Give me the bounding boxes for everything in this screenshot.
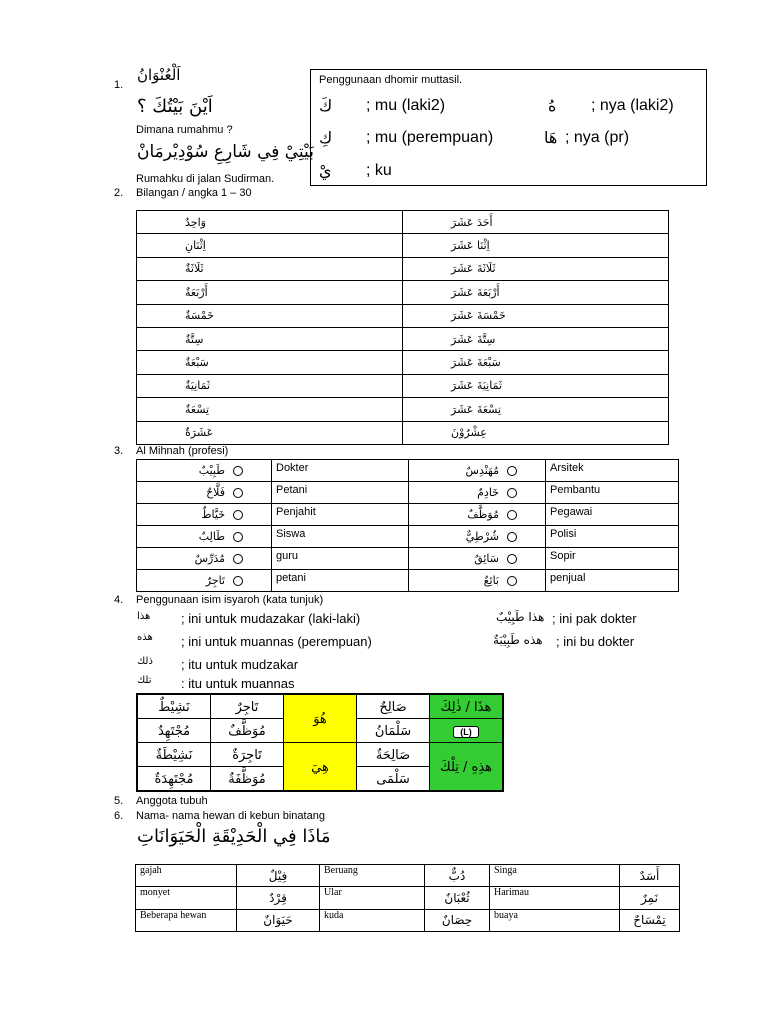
profession-arabic: طَالِبٌ [198, 530, 225, 543]
animal-name: Singa [490, 865, 620, 887]
number-word: سَبْعَةَ عَشَرَ [451, 356, 501, 370]
grid-word: مُوَظَّفٌ [228, 723, 266, 739]
animal-arabic: حَيَوَانٌ [237, 909, 320, 931]
example-text: ; ini pak dokter [552, 611, 637, 626]
bullet-circle-icon [233, 576, 243, 586]
section5-number: 5. [114, 795, 124, 807]
section4-number: 4. [114, 594, 124, 606]
table-row [137, 421, 669, 444]
table-row [137, 460, 679, 482]
profession-name: Pembantu [550, 484, 601, 496]
section1-answer-arabic: بَيْتِيْ فِي شَارِعِ سُوْدِيْرمَانْ [137, 142, 314, 162]
section1-answer: Rumahku di jalan Sudirman. [136, 173, 275, 185]
section6-title: Nama- nama hewan di kebun binatang [136, 810, 325, 822]
demonstrative-arabic: هذه [137, 632, 153, 643]
section1-question: Dimana rumahmu ? [136, 124, 233, 136]
section1-number: 1. [114, 79, 124, 91]
section6-number: 6. [114, 810, 124, 822]
table-row [136, 865, 680, 887]
profession-arabic: طَبِيْبٌ [198, 464, 225, 477]
table-row [137, 327, 669, 350]
grid-word: صَالِحَةٌ [375, 747, 411, 763]
grid-word: تَاجِرٌ [235, 699, 259, 715]
profession-arabic: سَائِقٌ [474, 552, 499, 565]
section2-title: Bilangan / angka 1 – 30 [136, 187, 252, 199]
number-word: خَمْسَةٌ [185, 309, 214, 323]
section5-title: Anggota tubuh [136, 795, 208, 807]
example-arabic: هذا طَبِيْبٌ [496, 610, 545, 624]
dhomir-text: ; nya (pr) [565, 129, 630, 146]
bullet-circle-icon [233, 466, 243, 476]
masculine-tag: (L) [453, 726, 479, 738]
animal-name: Ular [320, 887, 425, 909]
profession-name: Dokter [276, 462, 309, 474]
table-row [137, 694, 503, 719]
number-word: ثَمَانِيَةَ عَشَرَ [451, 379, 502, 393]
grid-word: مُوَظَّفَةٌ [228, 771, 266, 787]
section1-question-arabic: اَيْنَ بَيْتُكَ ؟ [137, 96, 213, 117]
animal-name: gajah [136, 865, 237, 887]
profession-name: Pegawai [550, 506, 593, 518]
table-row [137, 570, 679, 592]
animal-name: Harimau [490, 887, 620, 909]
dhomir-ar: هَا [544, 128, 558, 147]
table-row [136, 909, 680, 931]
animal-arabic: قِرْدٌ [237, 887, 320, 909]
animal-name: Beberapa hewan [136, 909, 237, 931]
bullet-circle-icon [233, 554, 243, 564]
table-row [137, 374, 669, 397]
dhomir-title: Penggunaan dhomir muttasil. [319, 74, 463, 86]
table-row [137, 351, 669, 374]
dhomir-text: ; ku [366, 162, 392, 179]
table-row [137, 548, 679, 570]
number-word: تِسْعَةَ عَشَرَ [451, 402, 502, 416]
animal-name: buaya [490, 909, 620, 931]
profession-arabic: خَيَّاطٌ [201, 508, 225, 521]
profession-arabic: مُوَظَّفٌ [467, 508, 499, 521]
demonstrative-text: ; ini untuk muannas (perempuan) [181, 634, 372, 649]
dhomir-ar: كَ [319, 96, 333, 115]
grid-word: تَاجِرَةٌ [232, 747, 262, 763]
table-row [137, 234, 669, 257]
table-row [137, 504, 679, 526]
demonstrative-feminine: هذِهِ / تِلْكَ [439, 759, 492, 775]
bullet-circle-icon [507, 576, 517, 586]
dhomir-text: ; mu (laki2) [366, 97, 446, 114]
demonstrative-text: ; ini untuk mudazakar (laki-laki) [181, 611, 361, 626]
pronoun-feminine: هِيَ [311, 759, 329, 775]
section3-title: Al Mihnah (profesi) [136, 445, 229, 457]
section4-title: Penggunaan isim isyaroh (kata tunjuk) [136, 594, 324, 606]
number-word: أَحَدَ عَشَرَ [451, 215, 493, 229]
demonstrative-masculine: هذَا / ذٰلِكَ [440, 699, 492, 715]
bullet-circle-icon [507, 466, 517, 476]
number-word: خَمْسَةَ عَشَرَ [451, 309, 506, 323]
dhomir-text: ; mu (perempuan) [366, 129, 494, 146]
grid-word: نَشِيْطٌ [158, 699, 190, 715]
animal-arabic: ثُعْبَانٌ [425, 887, 490, 909]
profession-arabic: شُرْطِيٌّ [465, 530, 499, 543]
demonstrative-text: ; itu untuk mudzakar [181, 657, 299, 672]
bullet-circle-icon [507, 532, 517, 542]
numbers-table [136, 210, 669, 445]
animal-arabic: فِيْلٌ [237, 865, 320, 887]
grid-word: سَلْمَى [376, 771, 410, 787]
number-word: ثَلَاثَةَ عَشَرَ [451, 262, 496, 276]
number-word: عَشَرَةٌ [185, 426, 214, 440]
profession-name: Petani [276, 484, 308, 496]
table-row [137, 304, 669, 327]
animal-arabic: تِمْسَاحٌ [620, 909, 680, 931]
profession-arabic: خَادِمٌ [477, 486, 499, 499]
number-word: أَرْبَعَةٌ [185, 285, 208, 299]
example-text: ; ini bu dokter [556, 634, 635, 649]
demonstrative-text: : itu untuk muannas [181, 676, 295, 691]
dhomir-ar: يْ [319, 161, 332, 180]
bullet-circle-icon [507, 510, 517, 520]
dhomir-text: ; nya (laki2) [591, 97, 674, 114]
number-word: عِشْرُوْنَ [451, 426, 487, 440]
profession-name: Arsitek [550, 462, 584, 474]
number-word: اِثْنَا عَشَرَ [451, 239, 490, 253]
animal-name: monyet [136, 887, 237, 909]
pronoun-masculine: هُوَ [313, 711, 327, 727]
table-row [137, 398, 669, 421]
profession-name: Penjahit [276, 506, 316, 518]
demonstrative-arabic: ذلك [137, 656, 153, 667]
number-word: أَرْبَعَةَ عَشَرَ [451, 285, 500, 299]
table-row [137, 526, 679, 548]
bullet-circle-icon [507, 554, 517, 564]
section2-number: 2. [114, 187, 124, 199]
profession-name: Siswa [276, 528, 306, 540]
number-word: تِسْعَةٌ [185, 402, 210, 416]
number-word: سِتَّةَ عَشَرَ [451, 332, 496, 346]
animal-arabic: نَمِرٌ [620, 887, 680, 909]
grid-word: سَلْمَانُ [374, 723, 412, 739]
table-row [136, 887, 680, 909]
example-arabic: هذه طَبِيْبَةٌ [493, 633, 543, 647]
grid-word: مُجْتَهِدٌ [157, 723, 191, 739]
profession-name: Sopir [550, 550, 576, 562]
profession-arabic: تَاجِرٌ [205, 574, 225, 587]
profession-arabic: بَائِعٌ [483, 574, 499, 587]
animals-table [135, 864, 680, 932]
number-word: سَبْعَةٌ [185, 356, 209, 370]
table-row [137, 281, 669, 304]
grid-word: مُجْتَهِدَةٌ [154, 771, 194, 787]
grid-word: صَالِحٌ [379, 699, 407, 715]
number-word: ثَمَانِيَةٌ [185, 379, 211, 393]
section1-title-arabic: اَلْعُنْوَانُ [137, 66, 181, 84]
profession-arabic: مُهَنْدِسٌ [465, 464, 499, 477]
dhomir-box [310, 69, 707, 186]
table-row [137, 211, 669, 234]
table-row [137, 743, 503, 767]
number-word: وَاحِدٌ [185, 215, 206, 229]
animal-arabic: حِصَانٌ [425, 909, 490, 931]
animal-arabic: دُبٌّ [425, 865, 490, 887]
dhomir-ar: كِ [319, 128, 333, 147]
profession-name: Polisi [550, 528, 577, 540]
table-row [137, 257, 669, 280]
demonstrative-arabic: تلك [137, 675, 152, 686]
profession-name: penjual [550, 572, 586, 584]
section3-number: 3. [114, 445, 124, 457]
demonstrative-grid [136, 693, 504, 792]
animal-name: Beruang [320, 865, 425, 887]
section6-question-arabic: مَاذَا فِي الْحَدِيْقَةِ الْحَيَوَانَاتِ [137, 826, 331, 847]
bullet-circle-icon [507, 488, 517, 498]
bullet-circle-icon [233, 510, 243, 520]
profession-arabic: فَلَّاحٌ [206, 486, 225, 499]
dhomir-ar: هُ [548, 96, 557, 115]
animal-arabic: أَسَدٌ [620, 865, 680, 887]
number-word: سِتَّةٌ [185, 332, 204, 346]
demonstrative-arabic: هذا [137, 611, 151, 622]
bullet-circle-icon [233, 488, 243, 498]
profession-table [136, 459, 679, 592]
animal-name: kuda [320, 909, 425, 931]
bullet-circle-icon [233, 532, 243, 542]
grid-word: نَشِيْطَةٌ [155, 747, 193, 763]
number-word: اِثْنَانِ [185, 239, 206, 253]
profession-name: guru [276, 550, 299, 562]
table-row [137, 482, 679, 504]
number-word: ثَلَاثَةٌ [185, 262, 204, 276]
profession-name: petani [276, 572, 306, 584]
profession-arabic: مُدَرِّسٌ [194, 552, 225, 565]
